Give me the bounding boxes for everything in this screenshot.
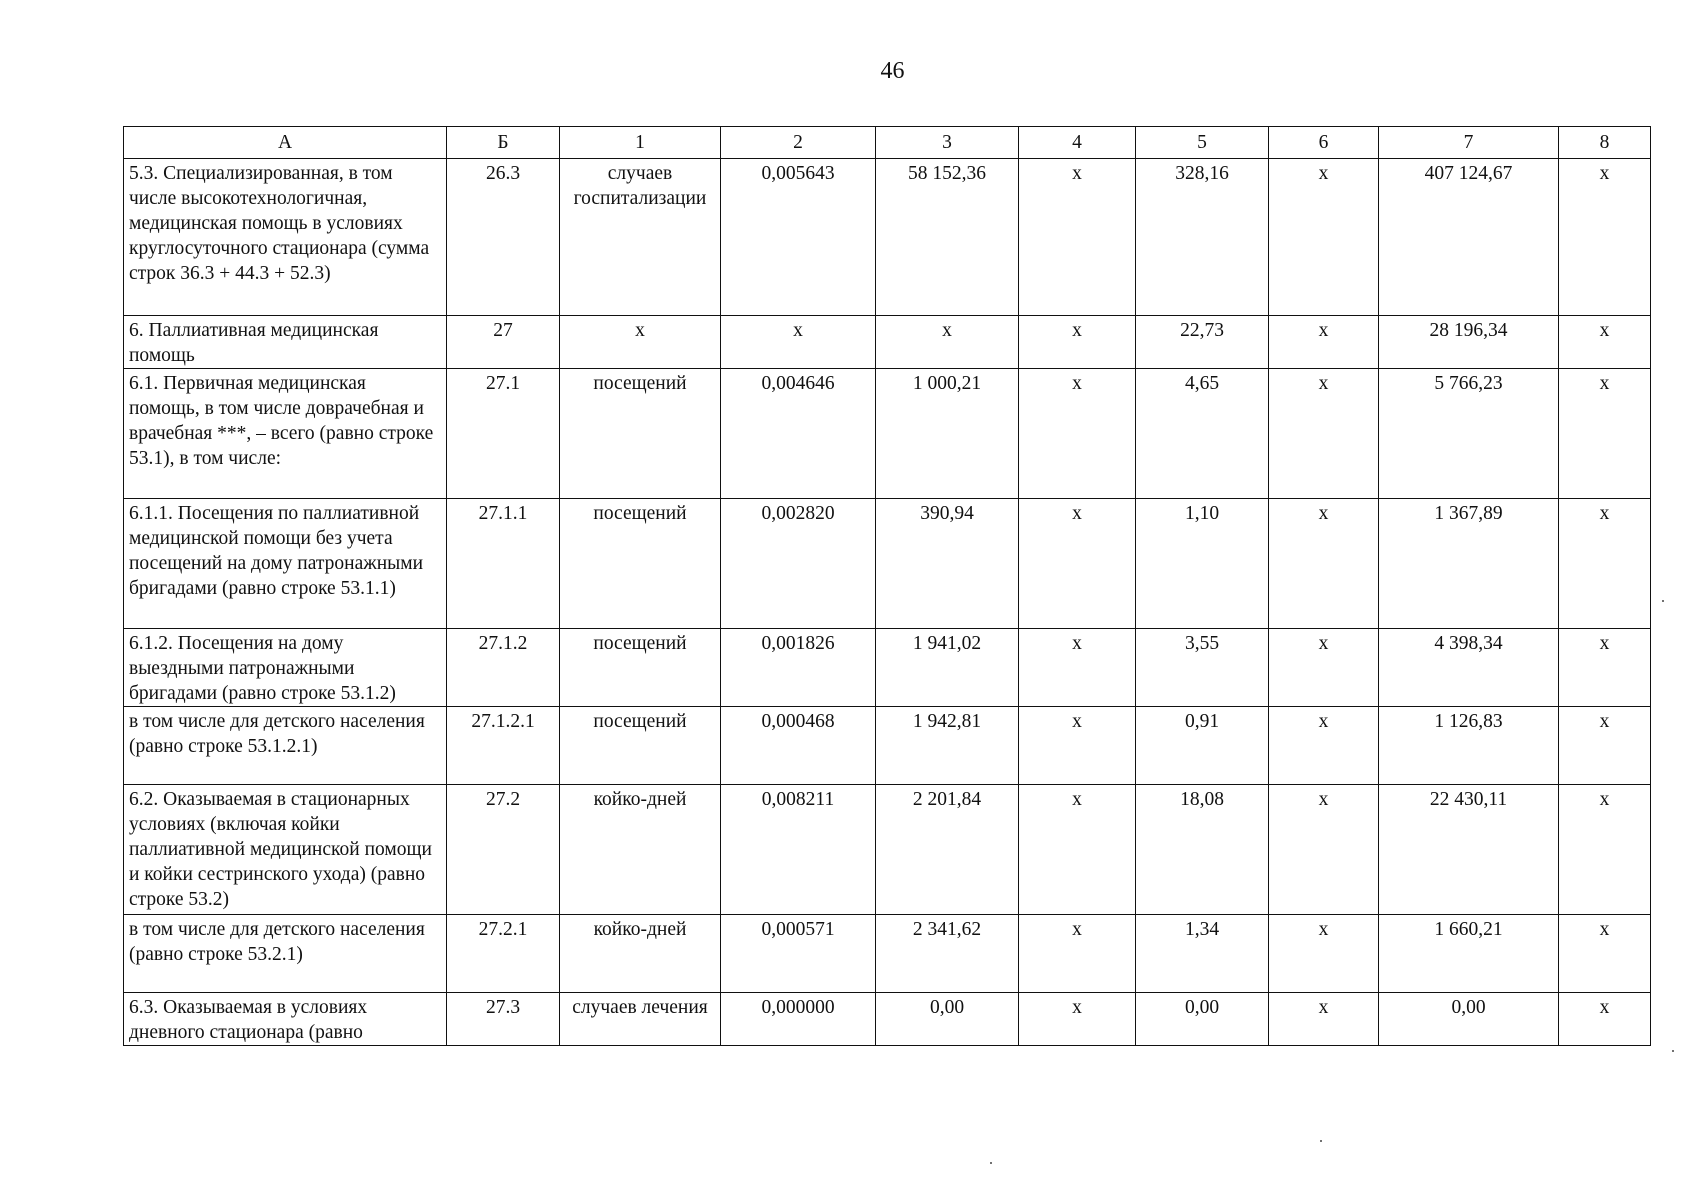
table-row: [124, 499, 1651, 629]
cell-col-2: 0,000571: [721, 915, 876, 993]
cell-col-2: 0,001826: [721, 629, 876, 707]
scan-speck: [1320, 1140, 1322, 1142]
cell-col-3: 1 941,02: [876, 629, 1019, 707]
cell-col-6: х: [1269, 707, 1379, 785]
table-row: [124, 993, 1651, 1046]
cell-col-8: х: [1559, 369, 1651, 499]
table-row: [124, 369, 1651, 499]
col-header: 2: [721, 127, 876, 159]
cell-col-4: х: [1019, 629, 1136, 707]
cell-col-8: х: [1559, 316, 1651, 369]
row-code: 27.2: [447, 785, 560, 915]
col-header: А: [124, 127, 447, 159]
cell-col-7: 4 398,34: [1379, 629, 1559, 707]
cell-col-6: х: [1269, 785, 1379, 915]
cell-col-6: х: [1269, 316, 1379, 369]
cell-col-8: х: [1559, 159, 1651, 316]
table-row: [124, 159, 1651, 316]
cell-col-8: х: [1559, 629, 1651, 707]
cell-col-6: х: [1269, 159, 1379, 316]
cell-col-3: 0,00: [876, 993, 1019, 1046]
scan-speck: [990, 1162, 992, 1164]
table-row: [124, 707, 1651, 785]
cell-col-4: х: [1019, 707, 1136, 785]
cell-col-8: х: [1559, 993, 1651, 1046]
header-row: [124, 127, 1651, 159]
cell-col-7: 1 126,83: [1379, 707, 1559, 785]
row-unit: посещений: [560, 499, 721, 629]
cell-col-5: 1,10: [1136, 499, 1269, 629]
cell-col-7: 0,00: [1379, 993, 1559, 1046]
cell-col-4: х: [1019, 369, 1136, 499]
row-name: 6.2. Оказываемая в стационарных условиях (включая койки паллиативной медицинской помощи и койки сестринского ухода) (равно строке 53.2): [124, 785, 447, 915]
cell-col-7: 1 660,21: [1379, 915, 1559, 993]
cell-col-5: 0,00: [1136, 993, 1269, 1046]
cell-col-5: 3,55: [1136, 629, 1269, 707]
cell-col-5: 18,08: [1136, 785, 1269, 915]
scan-speck: [1672, 1050, 1674, 1052]
table-row: [124, 316, 1651, 369]
row-code: 27.1: [447, 369, 560, 499]
cell-col-2: 0,005643: [721, 159, 876, 316]
cell-col-2: 0,008211: [721, 785, 876, 915]
col-header: 3: [876, 127, 1019, 159]
row-name: 6.1.1. Посещения по паллиативной медицинской помощи без учета посещений на дому патронажными бригадами (равно строке 53.1.1): [124, 499, 447, 629]
col-header: 5: [1136, 127, 1269, 159]
cell-col-2: 0,000468: [721, 707, 876, 785]
row-unit: х: [560, 316, 721, 369]
cell-col-4: х: [1019, 316, 1136, 369]
row-unit: койко-дней: [560, 785, 721, 915]
row-code: 27.3: [447, 993, 560, 1046]
cell-col-5: 0,91: [1136, 707, 1269, 785]
row-code: 27.1.1: [447, 499, 560, 629]
row-name: 6.1.2. Посещения на дому выездными патронажными бригадами (равно строке 53.1.2): [124, 629, 447, 707]
cell-col-6: х: [1269, 629, 1379, 707]
cell-col-6: х: [1269, 915, 1379, 993]
cell-col-6: х: [1269, 993, 1379, 1046]
cell-col-7: 1 367,89: [1379, 499, 1559, 629]
scan-speck: [1662, 600, 1664, 602]
col-header: 4: [1019, 127, 1136, 159]
table-row: [124, 629, 1651, 707]
cell-col-8: х: [1559, 915, 1651, 993]
cell-col-3: х: [876, 316, 1019, 369]
cell-col-3: 1 000,21: [876, 369, 1019, 499]
cell-col-6: х: [1269, 369, 1379, 499]
cell-col-5: 328,16: [1136, 159, 1269, 316]
row-code: 27: [447, 316, 560, 369]
col-header: 6: [1269, 127, 1379, 159]
row-name: 5.3. Специализированная, в том числе высокотехнологичная, медицинская помощь в условиях круглосуточного стационара (сумма строк 36.3 + 44.3 + 52.3): [124, 159, 447, 316]
row-name: в том числе для детского населения (равно строке 53.1.2.1): [124, 707, 447, 785]
cell-col-4: х: [1019, 993, 1136, 1046]
row-code: 26.3: [447, 159, 560, 316]
cell-col-7: 407 124,67: [1379, 159, 1559, 316]
row-name: 6.1. Первичная медицинская помощь, в том числе доврачебная и врачебная ***, – всего (равно строке 53.1), в том числе:: [124, 369, 447, 499]
row-unit: посещений: [560, 369, 721, 499]
cell-col-7: 28 196,34: [1379, 316, 1559, 369]
cell-col-7: 22 430,11: [1379, 785, 1559, 915]
cell-col-4: х: [1019, 785, 1136, 915]
cell-col-7: 5 766,23: [1379, 369, 1559, 499]
row-name: в том числе для детского населения (равно строке 53.2.1): [124, 915, 447, 993]
cell-col-8: х: [1559, 707, 1651, 785]
cell-col-6: х: [1269, 499, 1379, 629]
cell-col-3: 1 942,81: [876, 707, 1019, 785]
cell-col-3: 2 201,84: [876, 785, 1019, 915]
cell-col-4: х: [1019, 159, 1136, 316]
cell-col-8: х: [1559, 785, 1651, 915]
table-row: [124, 915, 1651, 993]
row-unit: случаев госпитализации: [560, 159, 721, 316]
row-unit: случаев лечения: [560, 993, 721, 1046]
col-header: Б: [447, 127, 560, 159]
row-name: 6. Паллиативная медицинская помощь: [124, 316, 447, 369]
cell-col-5: 22,73: [1136, 316, 1269, 369]
row-name: 6.3. Оказываемая в условиях дневного стационара (равно: [124, 993, 447, 1046]
table-row: [124, 785, 1651, 915]
row-code: 27.1.2: [447, 629, 560, 707]
cell-col-4: х: [1019, 915, 1136, 993]
data-table: [123, 126, 1651, 1046]
cell-col-5: 4,65: [1136, 369, 1269, 499]
row-unit: посещений: [560, 629, 721, 707]
row-code: 27.2.1: [447, 915, 560, 993]
row-unit: посещений: [560, 707, 721, 785]
row-code: 27.1.2.1: [447, 707, 560, 785]
col-header: 7: [1379, 127, 1559, 159]
cell-col-3: 2 341,62: [876, 915, 1019, 993]
col-header: 8: [1559, 127, 1651, 159]
row-unit: койко-дней: [560, 915, 721, 993]
cell-col-2: х: [721, 316, 876, 369]
cell-col-8: х: [1559, 499, 1651, 629]
page-number: 46: [880, 58, 905, 84]
cell-col-3: 58 152,36: [876, 159, 1019, 316]
cell-col-2: 0,000000: [721, 993, 876, 1046]
cell-col-4: х: [1019, 499, 1136, 629]
cell-col-5: 1,34: [1136, 915, 1269, 993]
cell-col-2: 0,004646: [721, 369, 876, 499]
cell-col-2: 0,002820: [721, 499, 876, 629]
col-header: 1: [560, 127, 721, 159]
cell-col-3: 390,94: [876, 499, 1019, 629]
